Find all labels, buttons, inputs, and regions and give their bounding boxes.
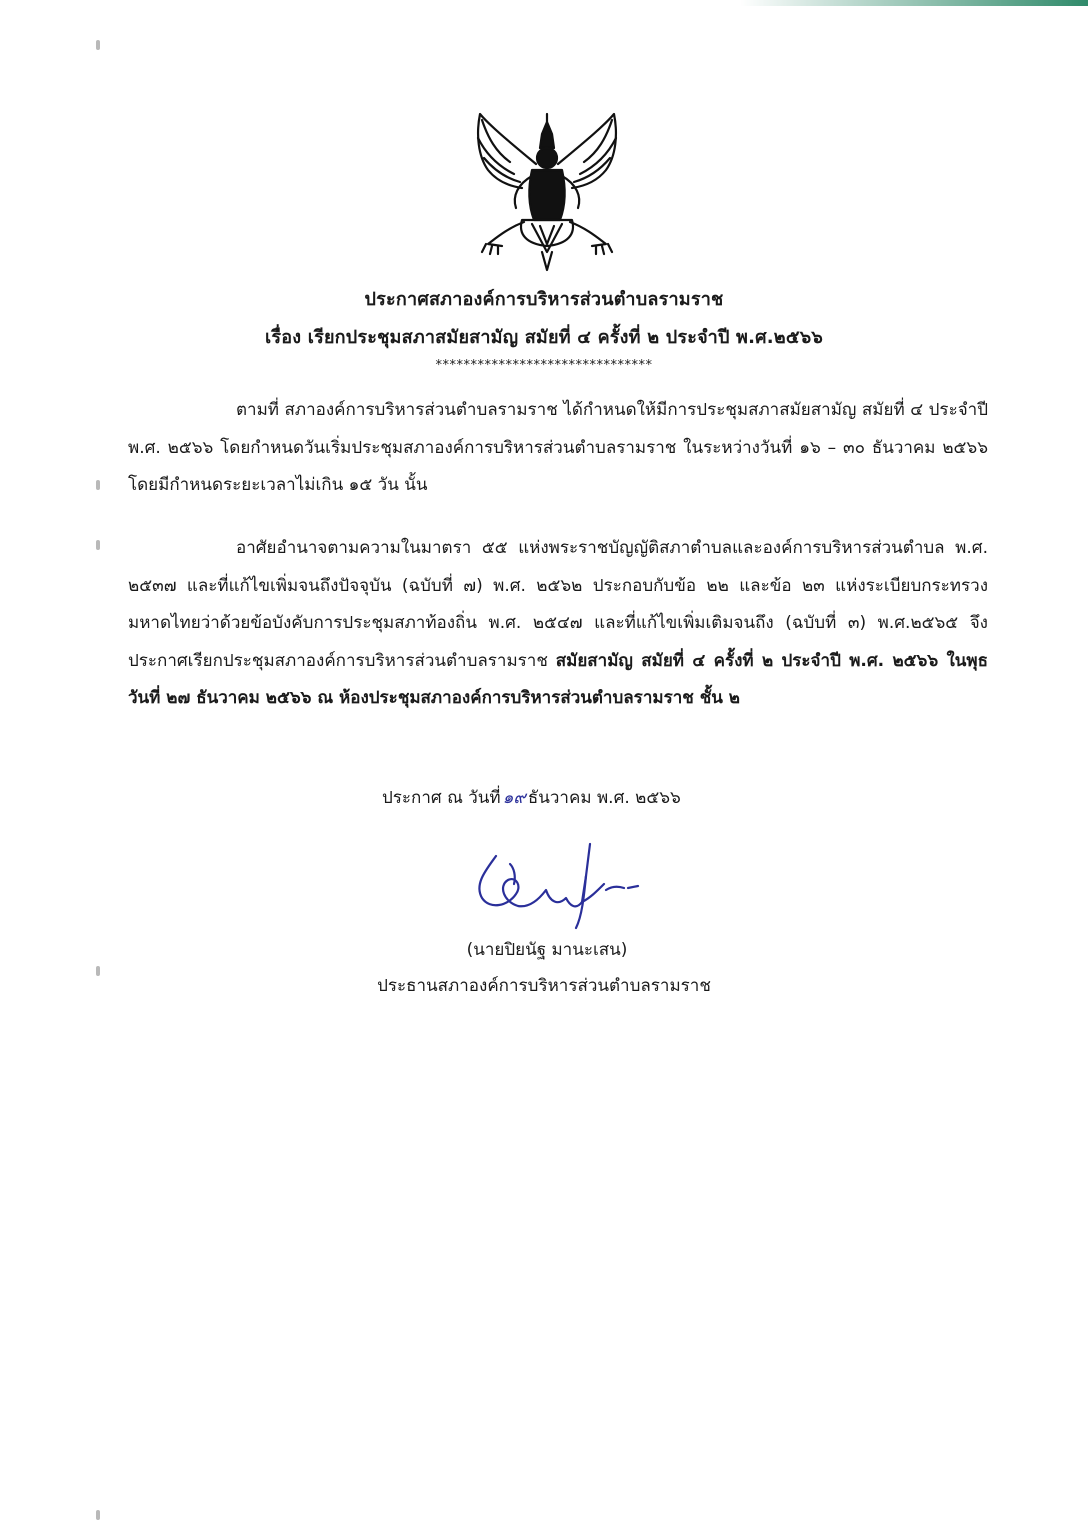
page-edge-stripe — [740, 0, 1088, 6]
paragraph-2-bold: สมัยสามัญ สมัยที่ ๔ ครั้งที่ ๒ ประจำปี พ.ศ. ๒๕๖๖ ในพุธ วันที่ ๒๗ ธันวาคม ๒๕๖๖ ณ ห้องประชุมสภาองค์การบริหารส่วนตำบลรามราช ชั้น ๒ — [128, 650, 988, 708]
paragraph-2-text: อาศัยอำนาจตามความในมาตรา ๕๕ แห่งพระราชบัญญัติสภาตำบลและองค์การบริหารส่วนตำบล พ.ศ. ๒๕๓๗ และที่แก้ไขเพิ่มจนถึงปัจจุบัน (ฉบับที่ ๗) พ.ศ. ๒๕๖๒ ประกอบกับข้อ ๒๒ และข้อ ๒๓ แห่งระเบียบกระทรวงมหาดไทยว่าด้วยข้อบังคับการประชุมสภาท้องถิ่น พ.ศ. ๒๕๔๗ และที่แก้ไขเพิ่มเติมจนถึง (ฉบับที่ ๓) พ.ศ.๒๕๖๕ จึงประกาศเรียกประชุมสภาองค์การบริหารส่วนตำบลรามราช — [128, 538, 988, 671]
signer-name: (นายปิยนัฐ มานะเสน) — [466, 940, 628, 960]
body-paragraph-1 — [128, 392, 988, 505]
document-subject: เรื่อง เรียกประชุมสภาสมัยสามัญ สมัยที่ ๔ ครั้งที่ ๒ ประจำปี พ.ศ.๒๕๖๖ — [265, 327, 823, 348]
announcement-date — [382, 784, 681, 811]
signer-position: ประธานสภาองค์การบริหารส่วนตำบลรามราช — [377, 976, 711, 996]
announcement-suffix: ธันวาคม พ.ศ. ๒๕๖๖ — [527, 788, 681, 808]
document-title: ประกาศสภาองค์การบริหารส่วนตำบลรามราช — [364, 289, 724, 310]
binding-marks — [96, 40, 104, 1520]
announcement-prefix: ประกาศ ณ วันที่ — [382, 788, 501, 808]
body-paragraph-2 — [128, 530, 988, 718]
paragraph-1-text: ตามที่ สภาองค์การบริหารส่วนตำบลรามราช ได้กำหนดให้มีการประชุมสภาสมัยสามัญ สมัยที่ ๔ ประจำปี พ.ศ. ๒๕๖๖ โดยกำหนดวันเริ่มประชุมสภาองค์การบริหารส่วนตำบลรามราช ในระหว่างวันที่ ๑๖ – ๓๐ ธันวาคม ๒๕๖๖ โดยมีกำหนดระยะเวลาไม่เกิน ๑๕ วัน นั้น — [128, 400, 988, 495]
handwritten-signature-icon — [456, 836, 656, 936]
title-separator: ******************************* — [435, 358, 653, 373]
announcement-day: ๑๙ — [502, 788, 526, 808]
garuda-emblem-icon — [462, 104, 632, 276]
